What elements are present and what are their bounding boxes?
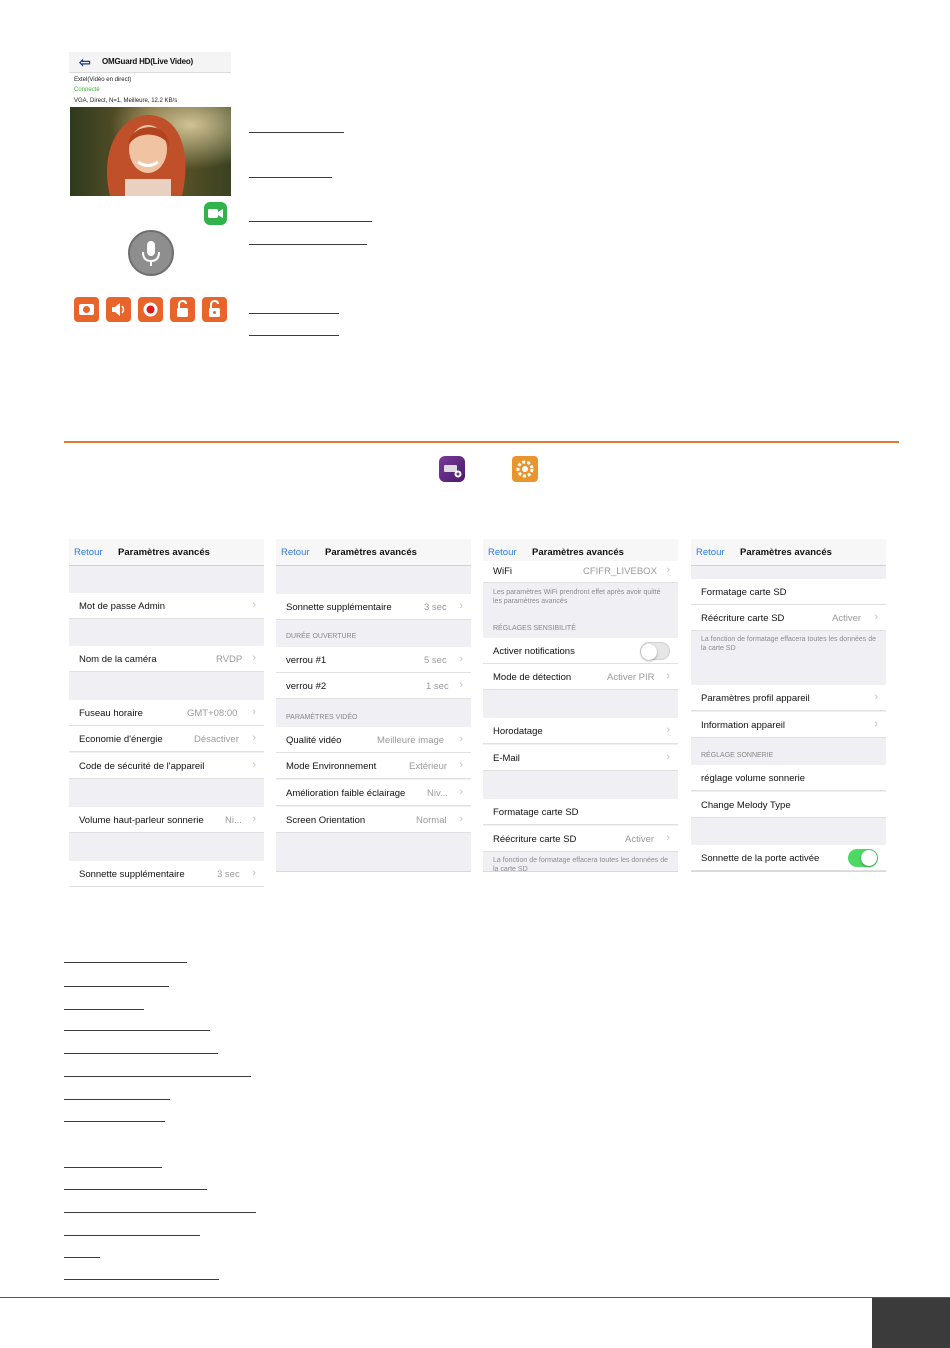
- speaker-icon[interactable]: [106, 297, 131, 322]
- redacted-text-line: [249, 132, 344, 133]
- settings-row[interactable]: [69, 753, 264, 779]
- settings-row[interactable]: [69, 807, 264, 833]
- row-label: Fuseau horaire: [79, 708, 143, 719]
- chevron-right-icon: ›: [666, 564, 670, 576]
- row-label: Code de sécurité de l'appareil: [79, 761, 205, 772]
- toggle-knob: [641, 644, 657, 660]
- back-button[interactable]: Retour: [281, 547, 310, 558]
- row-label: Paramètres profil appareil: [701, 693, 810, 704]
- row-value: Extérieur: [409, 761, 448, 772]
- back-button[interactable]: Retour: [488, 547, 517, 558]
- chevron-right-icon: ›: [666, 751, 670, 763]
- settings-row[interactable]: [483, 745, 678, 771]
- wifi-note: Les paramètres WiFi prendront effet après avoir quitté les paramètres avancés: [493, 589, 661, 605]
- chevron-right-icon: ›: [459, 786, 463, 798]
- settings-row[interactable]: [483, 718, 678, 744]
- row-label: Sonnette supplémentaire: [286, 602, 392, 613]
- settings-row[interactable]: [69, 593, 264, 619]
- section-header: RÉGLAGE SONNERIE: [701, 752, 774, 759]
- row-label: Réécriture carte SD: [701, 613, 785, 624]
- live-video-title: OMGuard HD(Live Video): [102, 57, 194, 66]
- chevron-right-icon: ›: [459, 813, 463, 825]
- redacted-text-line: [64, 1279, 219, 1280]
- nav-bar: [691, 539, 886, 566]
- redacted-text-line: [249, 244, 367, 245]
- redacted-text-line: [64, 962, 187, 963]
- section-header: DURÉE OUVERTURE: [286, 633, 357, 640]
- section-header: RÉGLAGES SENSIBILITÉ: [493, 625, 576, 632]
- doorbell-toggle[interactable]: [848, 849, 878, 867]
- notifications-toggle[interactable]: [640, 642, 670, 660]
- settings-row[interactable]: [483, 826, 678, 852]
- row-label: Qualité vidéo: [286, 735, 342, 746]
- microphone-icon[interactable]: [128, 230, 174, 276]
- live-info-line: Extel(Vidéo en direct): [74, 77, 132, 83]
- gear-icon: [512, 456, 538, 482]
- row-value: Activer: [625, 834, 655, 845]
- row-value: 1 sec: [426, 681, 449, 692]
- settings-row[interactable]: [69, 726, 264, 752]
- row-value: 3 sec: [217, 869, 240, 880]
- chevron-right-icon: ›: [252, 759, 256, 771]
- nav-bar: [69, 539, 264, 566]
- chevron-right-icon: ›: [252, 706, 256, 718]
- row-label: Screen Orientation: [286, 815, 366, 826]
- row-value: 3 sec: [424, 602, 447, 613]
- settings-row[interactable]: [691, 845, 886, 871]
- video-camera-icon[interactable]: [204, 202, 227, 225]
- row-label: Economie d'énergie: [79, 734, 163, 745]
- settings-screen-2: [276, 539, 471, 872]
- record-icon[interactable]: [138, 297, 163, 322]
- row-label: Horodatage: [493, 726, 543, 737]
- row-value: Niv...: [427, 788, 448, 799]
- row-label: E-Mail: [493, 753, 520, 764]
- row-label: Mode de détection: [493, 672, 572, 683]
- back-arrow-icon[interactable]: ⇦: [79, 54, 91, 70]
- chevron-right-icon: ›: [666, 670, 670, 682]
- settings-row[interactable]: [483, 638, 678, 664]
- chevron-right-icon: ›: [459, 679, 463, 691]
- row-label: Nom de la caméra: [79, 654, 157, 665]
- row-value: Ni...: [225, 815, 242, 826]
- chevron-right-icon: ›: [252, 732, 256, 744]
- unlock-2-icon[interactable]: [202, 297, 227, 322]
- camera-settings-app-icon: [439, 456, 465, 482]
- chevron-right-icon: ›: [874, 691, 878, 703]
- row-label: Mot de passe Admin: [79, 601, 166, 612]
- redacted-text-line: [64, 1189, 207, 1190]
- settings-screen-1: [69, 539, 264, 880]
- row-label: WiFi: [493, 566, 512, 577]
- toggle-knob: [861, 850, 877, 866]
- settings-row[interactable]: [691, 765, 886, 791]
- settings-row[interactable]: [69, 646, 264, 672]
- chevron-right-icon: ›: [252, 599, 256, 611]
- live-video-screen: [69, 52, 231, 328]
- screen-title: Paramètres avancés: [118, 547, 210, 558]
- redacted-text-line: [249, 177, 332, 178]
- row-label: Formatage carte SD: [701, 587, 787, 598]
- row-label: Formatage carte SD: [493, 807, 579, 818]
- settings-row[interactable]: [69, 700, 264, 726]
- redacted-text-line: [64, 1235, 200, 1236]
- chevron-right-icon: ›: [666, 832, 670, 844]
- screen-title: Paramètres avancés: [325, 547, 417, 558]
- settings-row[interactable]: [276, 807, 471, 833]
- section-divider: [64, 441, 899, 443]
- nav-bar: [276, 539, 471, 566]
- redacted-text-line: [64, 1030, 210, 1031]
- redacted-text-line: [249, 221, 372, 222]
- settings-row[interactable]: [276, 594, 471, 620]
- page-number-box: [872, 1298, 950, 1348]
- redacted-text-line: [64, 1167, 162, 1168]
- settings-row[interactable]: [691, 579, 886, 605]
- row-label: Sonnette supplémentaire: [79, 869, 185, 880]
- row-label: Amélioration faible éclairage: [286, 788, 406, 799]
- settings-row[interactable]: [276, 673, 471, 699]
- chevron-right-icon: ›: [459, 600, 463, 612]
- screen-title: Paramètres avancés: [532, 547, 624, 558]
- redacted-text-line: [64, 1099, 170, 1100]
- redacted-text-line: [64, 986, 169, 987]
- live-video-header: [69, 52, 231, 73]
- row-value: Désactiver: [194, 734, 239, 745]
- row-label: Réécriture carte SD: [493, 834, 577, 845]
- unlock-icon[interactable]: [170, 297, 195, 322]
- settings-row[interactable]: [483, 799, 678, 825]
- row-value: RVDP: [216, 654, 243, 665]
- row-label: verrou #1: [286, 655, 327, 666]
- back-button[interactable]: Retour: [74, 547, 103, 558]
- settings-screen-3: [483, 539, 678, 872]
- redacted-text-line: [64, 1257, 100, 1258]
- redacted-text-line: [64, 1121, 165, 1122]
- chevron-right-icon: ›: [666, 724, 670, 736]
- format-note: La fonction de formatage effacera toutes les données de la carte SD: [701, 636, 876, 652]
- row-label: Volume haut-parleur sonnerie: [79, 815, 204, 826]
- wifi-row[interactable]: [483, 561, 678, 583]
- row-value: Activer PIR: [607, 672, 655, 683]
- chevron-right-icon: ›: [874, 611, 878, 623]
- snapshot-icon[interactable]: [74, 297, 99, 322]
- row-label: Sonnette de la porte activée: [701, 853, 820, 864]
- row-value: Activer: [832, 613, 862, 624]
- row-value: Normal: [416, 815, 447, 826]
- settings-row[interactable]: [276, 753, 471, 779]
- redacted-text-line: [64, 1076, 251, 1077]
- row-label: Change Melody Type: [701, 800, 791, 811]
- redacted-text-line: [249, 335, 339, 336]
- row-label: verrou #2: [286, 681, 327, 692]
- settings-row[interactable]: [691, 712, 886, 738]
- chevron-right-icon: ›: [459, 759, 463, 771]
- settings-row[interactable]: [69, 861, 264, 887]
- row-label: Mode Environnement: [286, 761, 377, 772]
- settings-row[interactable]: [691, 605, 886, 631]
- row-value: GMT+08:00: [187, 708, 238, 719]
- connection-status: Connecté: [74, 87, 100, 93]
- redacted-text-line: [249, 313, 339, 314]
- back-button[interactable]: Retour: [696, 547, 725, 558]
- settings-row[interactable]: [276, 780, 471, 806]
- footer-rule: [0, 1297, 950, 1298]
- live-video-feed: [70, 107, 231, 196]
- section-header: PARAMÈTRES VIDÉO: [286, 714, 358, 721]
- chevron-right-icon: ›: [252, 813, 256, 825]
- stream-info: VGA, Direct, N=1, Meilleure, 12.2 KB/s: [74, 98, 178, 104]
- redacted-text-line: [64, 1212, 256, 1213]
- redacted-text-line: [64, 1053, 218, 1054]
- settings-row[interactable]: [483, 664, 678, 690]
- chevron-right-icon: ›: [459, 733, 463, 745]
- chevron-right-icon: ›: [459, 653, 463, 665]
- redacted-text-line: [64, 1009, 144, 1010]
- row-value: 5 sec: [424, 655, 447, 666]
- settings-row[interactable]: [276, 647, 471, 673]
- settings-row[interactable]: [691, 792, 886, 818]
- row-label: réglage volume sonnerie: [701, 773, 806, 784]
- settings-row[interactable]: [691, 685, 886, 711]
- row-label: Information appareil: [701, 720, 785, 731]
- settings-row[interactable]: [276, 727, 471, 753]
- chevron-right-icon: ›: [252, 867, 256, 879]
- row-value: Meilleure image: [377, 735, 445, 746]
- row-value: CFIFR_LIVEBOX: [583, 566, 657, 577]
- row-label: Activer notifications: [493, 646, 575, 657]
- settings-screen-4: [691, 539, 886, 872]
- chevron-right-icon: ›: [252, 652, 256, 664]
- format-note: La fonction de formatage effacera toutes les données de la carte SD: [493, 857, 668, 873]
- screen-title: Paramètres avancés: [740, 547, 832, 558]
- chevron-right-icon: ›: [874, 718, 878, 730]
